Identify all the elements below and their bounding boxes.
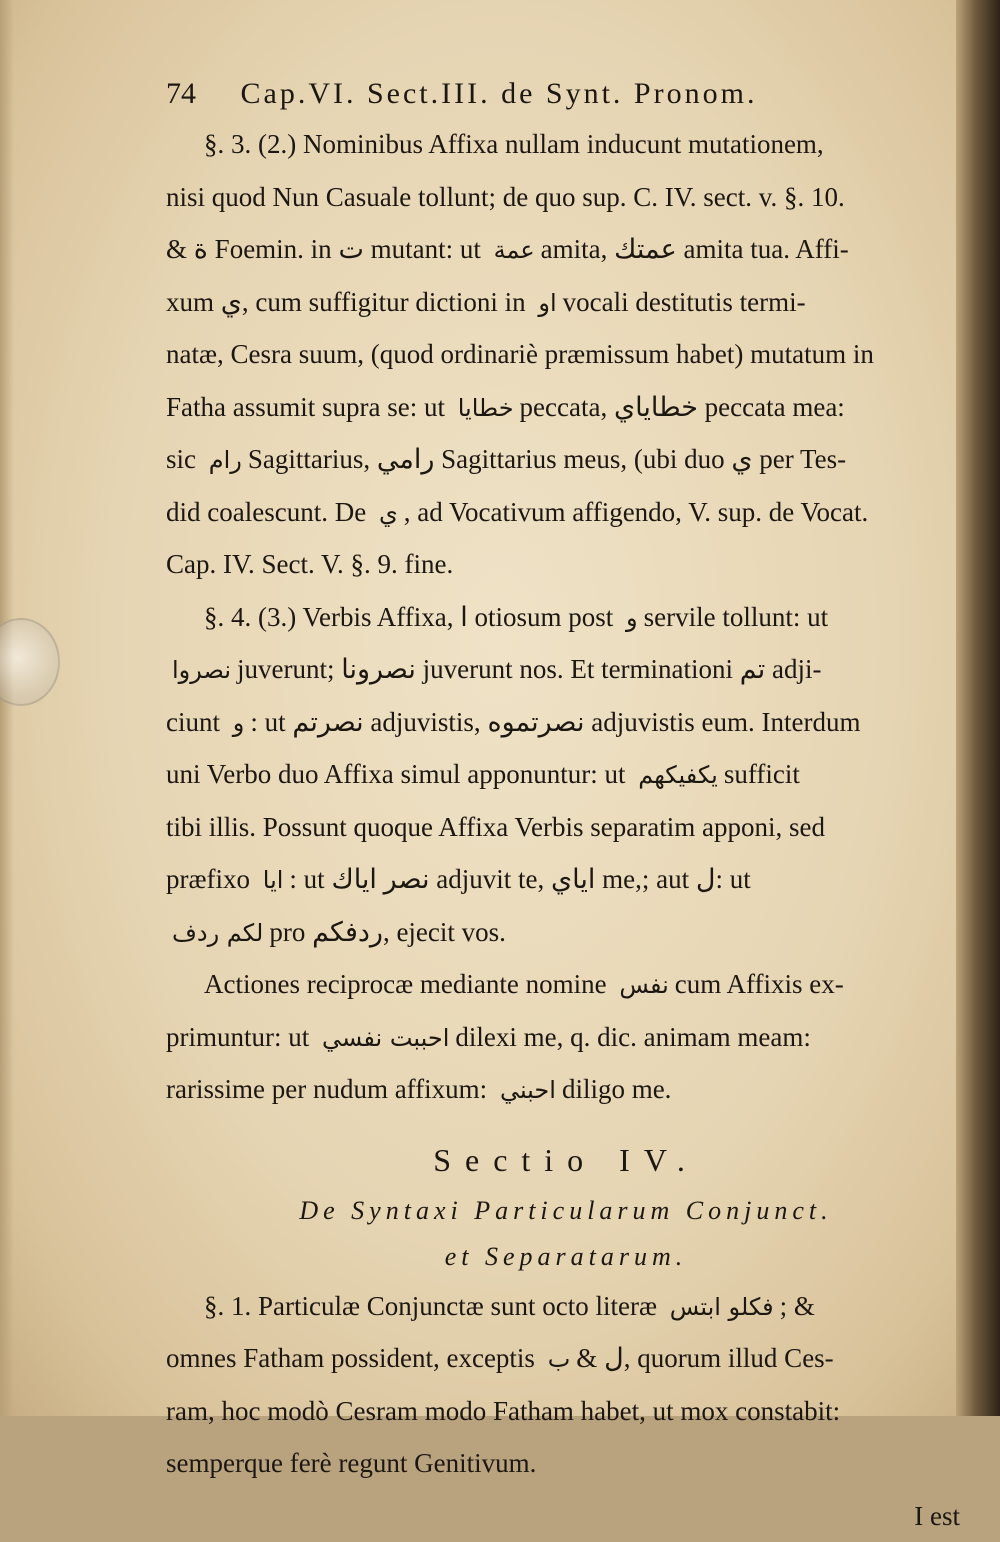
latin-text: diligo me.	[562, 1074, 672, 1104]
latin-text: : ut نصر اياك adjuvit te, اياي me,; aut ل: ut	[289, 864, 750, 894]
latin-text: ram, hoc modò Cesram modo Fatham habet, ut mox constabit:	[166, 1396, 840, 1426]
latin-text: Actiones reciprocæ mediante nomine	[204, 969, 607, 999]
latin-text: : ut نصرتم adjuvistis, نصرتموه adjuvistis eum. Interdum	[250, 707, 860, 737]
text-line	[166, 1063, 966, 1116]
text-line	[166, 118, 966, 171]
arabic-word: احبني	[500, 1076, 556, 1104]
latin-text: juverunt; نصرونا juverunt nos. Et terminationi تم adji-	[237, 654, 822, 684]
arabic-word: ي	[379, 499, 398, 527]
arabic-word: احببت نفسي	[322, 1024, 449, 1052]
text-line	[166, 381, 966, 434]
latin-text: natæ, Cesra suum, (quod ordinariè præmissum habet) mutatum in	[166, 339, 874, 369]
clasp-reflection	[0, 618, 60, 706]
latin-text: cum Affixis ex-	[675, 969, 844, 999]
latin-text: amita, عمتك amita tua. Affi-	[541, 234, 849, 264]
latin-text: præfixo	[166, 864, 250, 894]
text-line	[166, 1437, 966, 1490]
arabic-word: عمة	[494, 236, 535, 264]
latin-text: & ل, quorum illud Ces-	[576, 1343, 833, 1373]
latin-text: Fatha assumit supra se: ut	[166, 392, 445, 422]
page-edge-shadow	[0, 0, 14, 1416]
latin-text: servile tollunt: ut	[644, 602, 828, 632]
body-paragraphs	[166, 118, 966, 1116]
section-subtitle-1: De Syntaxi Particularum Conjunct.	[166, 1188, 966, 1234]
latin-text: pro ردفكم, ejecit vos.	[269, 917, 506, 947]
text-line	[166, 958, 966, 1011]
text-line	[166, 486, 966, 539]
latin-text: §. 4. (3.) Verbis Affixa, ا otiosum post	[204, 602, 613, 632]
latin-text: xum ي, cum suffigitur dictioni in	[166, 287, 526, 317]
section-heading: Sectio IV.	[166, 1132, 966, 1188]
arabic-word: و	[233, 709, 245, 737]
text-line	[166, 223, 966, 276]
text-line	[166, 1280, 966, 1333]
latin-text: tibi illis. Possunt quoque Affixa Verbis separatim apponi, sed	[166, 812, 825, 842]
latin-text: Sagittarius, رامي Sagittarius meus, (ubi duo ي per Tes-	[248, 444, 846, 474]
text-line	[166, 276, 966, 329]
latin-text: uni Verbo duo Affixa simul apponuntur: ut	[166, 759, 625, 789]
running-head	[166, 70, 966, 118]
text-line	[166, 591, 966, 644]
latin-text: vocali destitutis termi-	[563, 287, 806, 317]
arabic-word: لكم ردف	[172, 919, 263, 947]
latin-text: , ad Vocativum affigendo, V. sup. de Vocat.	[404, 497, 868, 527]
latin-text: omnes Fatham possident, exceptis	[166, 1343, 535, 1373]
section-paragraph	[166, 1280, 966, 1490]
text-line	[166, 433, 966, 486]
running-head-title: Cap.VI. Sect.III. de Synt. Pronom.	[241, 77, 758, 110]
text-line	[166, 906, 966, 959]
latin-text: Cap. IV. Sect. V. §. 9. fine.	[166, 549, 453, 579]
text-line	[166, 538, 966, 591]
section-subtitle-2: et Separatarum.	[166, 1234, 966, 1280]
text-line	[166, 643, 966, 696]
text-line	[166, 171, 966, 224]
arabic-word: نصروا	[172, 656, 231, 684]
latin-text: §. 3. (2.) Nominibus Affixa nullam inducunt mutationem,	[204, 129, 824, 159]
latin-text: sic	[166, 444, 196, 474]
latin-text: dilexi me, q. dic. animam meam:	[455, 1022, 810, 1052]
latin-text: ; &	[780, 1291, 815, 1321]
latin-text: semperque ferè regunt Genitivum.	[166, 1448, 536, 1478]
arabic-word: ب	[548, 1345, 571, 1373]
latin-text: did coalescunt. De	[166, 497, 366, 527]
catchword: I est	[166, 1490, 966, 1542]
latin-text: & ة Foemin. in ت mutant: ut	[166, 234, 481, 264]
arabic-word: خطايا	[458, 394, 514, 422]
latin-text: rarissime per nudum affixum:	[166, 1074, 487, 1104]
arabic-word: و	[626, 604, 638, 632]
text-line	[166, 1011, 966, 1064]
latin-text: ciunt	[166, 707, 220, 737]
latin-text: nisi quod Nun Casuale tollunt; de quo sup. C. IV. sect. v. §. 10.	[166, 182, 845, 212]
arabic-word: رام	[209, 446, 242, 474]
arabic-word: ايا	[263, 866, 284, 894]
arabic-word: يكفيكهم	[638, 761, 718, 789]
text-line	[166, 853, 966, 906]
arabic-word: او	[538, 289, 556, 317]
text-line	[166, 1332, 966, 1385]
arabic-word: نفس	[619, 971, 668, 999]
text-line	[166, 1385, 966, 1438]
latin-text: sufficit	[724, 759, 800, 789]
text-line	[166, 328, 966, 381]
page-text	[166, 70, 966, 1542]
text-line	[166, 696, 966, 749]
arabic-word: فكلو ابتس	[670, 1293, 774, 1321]
latin-text: primuntur: ut	[166, 1022, 309, 1052]
latin-text: §. 1. Particulæ Conjunctæ sunt octo literæ	[204, 1291, 657, 1321]
latin-text: peccata, خطاياي peccata mea:	[520, 392, 845, 422]
page-number: 74	[166, 77, 196, 110]
text-line	[166, 748, 966, 801]
text-line	[166, 801, 966, 854]
